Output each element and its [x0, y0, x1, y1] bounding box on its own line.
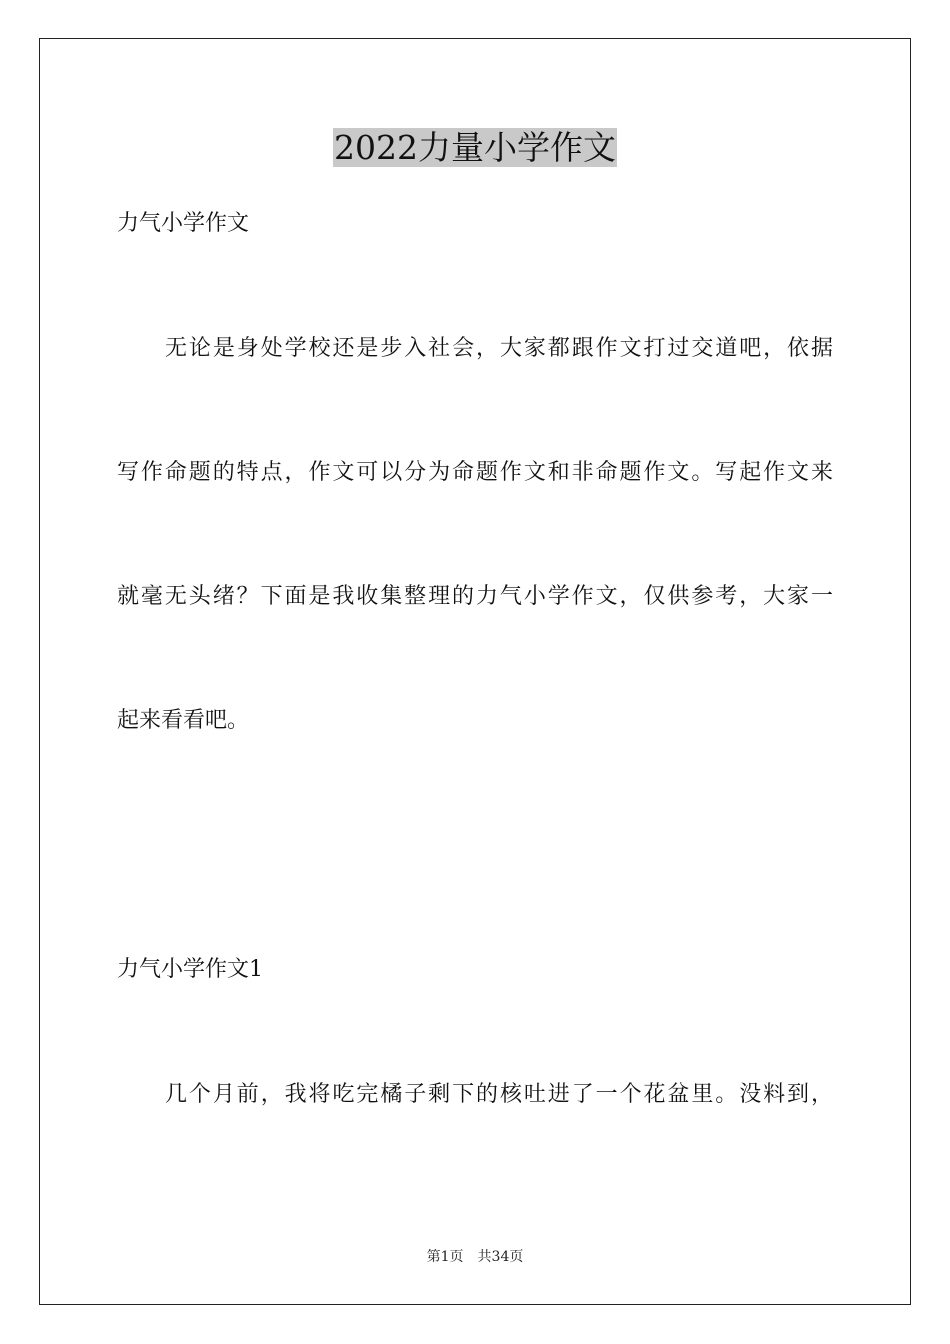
- document-title: [0, 126, 950, 170]
- page-footer: [0, 1248, 950, 1266]
- page-number: 第1页: [426, 1249, 464, 1265]
- intro-line-3: 就毫无头绪？下面是我收集整理的力气小学作文，仅供参考，大家一: [117, 584, 833, 609]
- section-first-line: 几个月前，我将吃完橘子剩下的核吐进了一个花盆里。没料到，: [165, 1082, 833, 1107]
- intro-line-4: 起来看看吧。: [117, 708, 250, 733]
- page-total: 共34页: [477, 1249, 524, 1265]
- section-heading: 力气小学作文1: [117, 957, 263, 982]
- document-subtitle: 力气小学作文: [117, 211, 250, 236]
- intro-line-2: 写作命题的特点，作文可以分为命题作文和非命题作文。写起作文来: [117, 460, 833, 485]
- intro-line-1: 无论是身处学校还是步入社会，大家都跟作文打过交道吧，依据: [165, 336, 833, 361]
- document-title-text: 2022力量小学作文: [334, 128, 616, 167]
